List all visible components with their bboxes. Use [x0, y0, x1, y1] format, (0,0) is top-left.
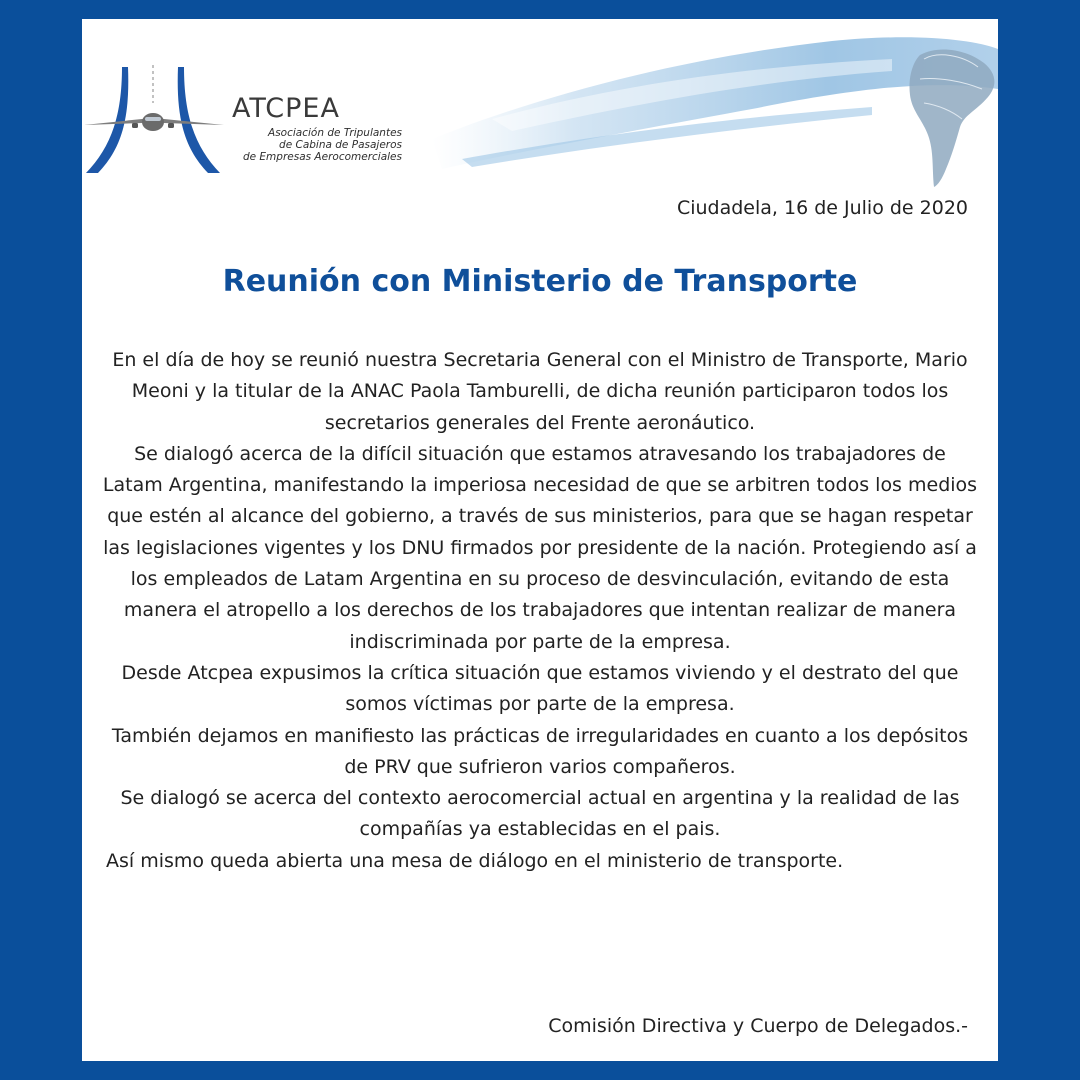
letter-paragraph: Desde Atcpea expusimos la crítica situación que estamos viviendo y el destrato del que somos víctimas por parte de la empresa. [121, 661, 959, 716]
letter-paragraph: Se dialogó acerca de la difícil situación que estamos atravesando los trabajadores de Latam Argentina, manifestando la imperiosa necesidad de que se arbitren todos los medios que estén al alcance del gobierno, a través de sus ministerios, para que se hagan respetar las legislaciones vigentes y los DNU firmados por presidente de la nación. Protegiendo así a los empleados de Latam Argentina en su proceso de desvinculación, evitando de esta manera el atropello a los derechos de los trabajadores que intentan realizar de manera indiscriminada por parte de la empresa. [102, 442, 978, 653]
org-name: ATCPEA [232, 93, 340, 124]
org-subtitle-line: de Cabina de Pasajeros [279, 139, 402, 151]
letter-paragraph: Se dialogó se acerca del contexto aerocomercial actual en argentina y la realidad de las compañías ya establecidas en el pais. [120, 787, 960, 841]
org-subtitle-line: Asociación de Tripulantes [268, 127, 402, 139]
letter-paragraph: También dejamos en manifiesto las prácticas de irregularidades en cuanto a los depósitos de PRV que sufrieron varios compañeros. [111, 724, 969, 778]
letter-paragraph: En el día de hoy se reunió nuestra Secretaria General con el Ministro de Transporte, Mario Meoni y la titular de la ANAC Paola Tamburelli, de dicha reunión participaron todos los secretarios generales del Frente aeronáutico. [112, 349, 968, 434]
letterhead [82, 19, 998, 189]
letter-paragraph: Así mismo queda abierta una mesa de diálogo en el ministerio de transporte. [106, 849, 844, 872]
letter-page [82, 19, 998, 1061]
letter-title: Reunión con Ministerio de Transporte [222, 264, 858, 299]
atcpea-logo-icon [82, 63, 232, 178]
brush-banner-graphic [372, 19, 998, 189]
letter-signature: Comisión Directiva y Cuerpo de Delegados.- [548, 1015, 968, 1037]
letter-date: Ciudadela, 16 de Julio de 2020 [676, 197, 968, 219]
org-subtitle-line: de Empresas Aerocomerciales [242, 151, 402, 163]
letter-body [102, 345, 978, 877]
